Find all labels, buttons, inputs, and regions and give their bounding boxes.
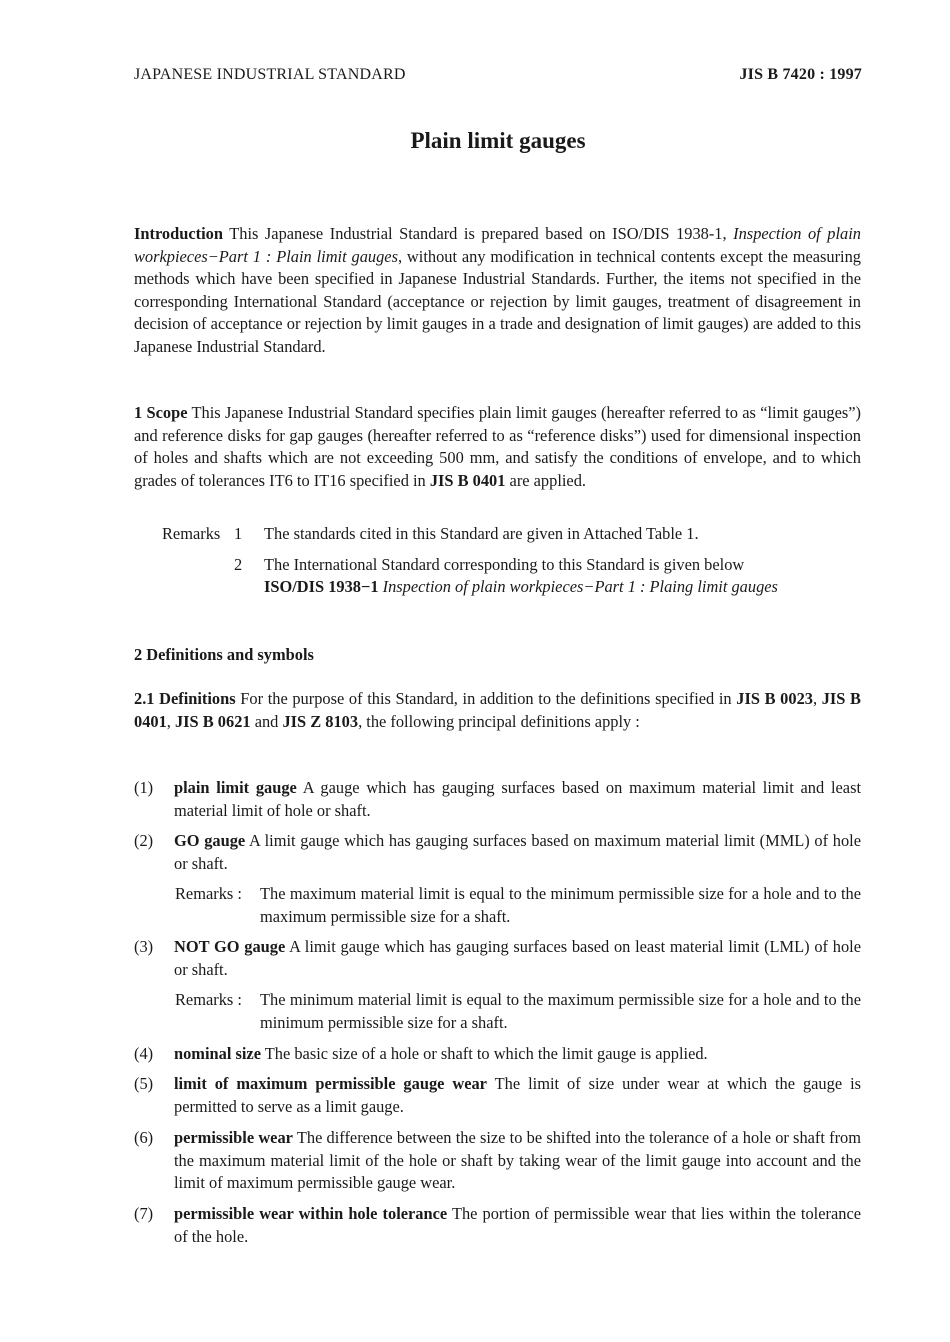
definition-item-1	[134, 777, 861, 822]
definition-text: A limit gauge which has gauging surfaces based on least material limit (LML) of hole or shaft.	[174, 937, 861, 979]
introduction-text-1: This Japanese Industrial Standard is prepared based on ISO/DIS 1938-1,	[222, 224, 734, 243]
scope-paragraph	[134, 402, 861, 492]
definition-item-6	[134, 1127, 861, 1195]
definition-text-block	[174, 1203, 861, 1248]
remark-2-text: The International Standard corresponding to this Standard is given below	[264, 554, 745, 574]
definition-text-block	[174, 936, 861, 981]
definition-item-7	[134, 1203, 861, 1248]
definition-term: permissible wear	[174, 1128, 293, 1147]
remark-2-iso-title: Inspection of plain workpieces−Part 1 : Plaing limit gauges	[378, 577, 778, 597]
jis-b-0401-ref: JIS B 0401	[134, 689, 861, 731]
definition-number: (5)	[134, 1074, 154, 1093]
definition-term: GO gauge	[174, 831, 246, 850]
definition-text-block	[174, 777, 861, 822]
definition-item-4	[134, 1043, 861, 1066]
definition-text-block	[174, 1043, 861, 1066]
page-title: Plain limit gauges	[410, 128, 586, 153]
definition-number: (7)	[134, 1204, 154, 1223]
definition-term: nominal size	[174, 1044, 261, 1063]
definition-number: (3)	[134, 937, 154, 956]
introduction-reference: Inspection of plain workpieces−Part 1 : Plain limit gauges	[134, 224, 861, 266]
definition-item-3	[134, 936, 861, 981]
scope-text-2: are applied.	[505, 470, 586, 490]
definition-item-2	[134, 830, 861, 875]
remark-label: Remarks :	[175, 990, 242, 1009]
section-2-1-paragraph	[134, 688, 861, 733]
definition-text: The limit of size under wear at which the gauge is permitted to serve as a limit gauge.	[174, 1074, 861, 1116]
definition-text: The portion of permissible wear that lies within the tolerance of the hole.	[174, 1204, 861, 1246]
header-standard-number: JIS B 7420 : 1997	[739, 66, 862, 83]
definition-text-block	[174, 1127, 861, 1195]
definition-term: permissible wear within hole tolerance	[174, 1204, 448, 1223]
section-2-heading	[134, 644, 861, 667]
definition-text-block	[174, 830, 861, 875]
scope-label: 1 Scope	[134, 403, 188, 422]
remark-1-text: The standards cited in this Standard are given in Attached Table 1.	[264, 524, 699, 543]
scope-jis-reference: JIS B 0401	[429, 470, 506, 490]
definition-term: limit of maximum permissible gauge wear	[174, 1074, 487, 1093]
definition-text-block	[174, 1073, 861, 1118]
remark-1	[162, 523, 861, 546]
definition-text: A gauge which has gauging surfaces based on maximum material limit and least material limit of hole or shaft.	[174, 778, 862, 820]
definition-text: A limit gauge which has gauging surfaces based on maximum material limit (MML) of hole or shaft.	[174, 831, 862, 873]
jis-b-0023-ref: JIS B 0023	[736, 689, 813, 708]
remark-2-number: 2	[234, 554, 243, 574]
jis-z-8103-ref: JIS Z 8103	[282, 711, 359, 731]
definition-number: (6)	[134, 1128, 154, 1147]
remark-2-iso-reference: ISO/DIS 1938−1	[264, 577, 379, 597]
jis-b-0621-ref: JIS B 0621	[174, 711, 251, 731]
introduction-label: Introduction	[134, 224, 223, 243]
definition-text: The basic size of a hole or shaft to which the limit gauge is applied.	[260, 1044, 708, 1063]
definition-number: (2)	[134, 831, 154, 850]
remark-2	[162, 554, 861, 599]
remark-label: Remarks :	[175, 884, 242, 903]
header-standard-name: JAPANESE INDUSTRIAL STANDARD	[134, 66, 406, 83]
section-2-1-label: 2.1 Definitions	[134, 689, 236, 708]
introduction-text-2: , without any modification in technical contents except the measuring methods which have been specified in Japanese Industrial Standards. Further, the items not specified in the corresponding International Standard (acceptance or rejection by limit gauges, treatment of disagreement in decision of acceptance or rejection by limit gauges in a trade and designation of limit gauges) are added to this Japanese Industrial Standard.	[134, 246, 861, 356]
separator: ,	[166, 711, 175, 731]
remark-text: The minimum material limit is equal to the maximum permissible size for a hole and to the minimum permissible size for a shaft.	[260, 990, 861, 1032]
definition-term: plain limit gauge	[174, 778, 297, 797]
remark-1-number: 1	[234, 524, 243, 543]
definition-number: (4)	[134, 1044, 154, 1063]
section-2-title: 2 Definitions and symbols	[134, 645, 314, 664]
scope-remarks	[162, 523, 861, 599]
definition-text: The difference between the size to be shifted into the tolerance of a hole or shaft from the maximum material limit of the hole or shaft by taking wear of the limit gauge into account and the limit of maximum permissible gauge wear.	[174, 1128, 862, 1193]
definition-term: NOT GO gauge	[174, 937, 286, 956]
definition-item-5	[134, 1073, 861, 1118]
section-2-1-text-1: For the purpose of this Standard, in addition to the definitions specified in	[235, 689, 737, 708]
separator: ,	[812, 689, 822, 708]
scope-text-1: This Japanese Industrial Standard specifies plain limit gauges (hereafter referred to as “limit gauges”) and reference disks for gap gauges (hereafter referred to as “reference disks”) used for dimensional inspection of holes and shafts which are not exceeding 500 mm, and satisfy the conditions of envelope, and to which grades of tolerances IT6 to IT16 specified in	[134, 403, 861, 490]
separator: and	[250, 711, 283, 731]
page-header	[134, 66, 862, 88]
section-2-1-text-2: , the following principal definitions apply :	[358, 711, 640, 731]
remarks-label: Remarks	[162, 524, 221, 543]
definition-2-remark	[175, 883, 861, 928]
introduction-paragraph	[134, 223, 861, 359]
definition-3-remark	[175, 989, 861, 1034]
remark-text: The maximum material limit is equal to the minimum permissible size for a hole and to the maximum permissible size for a shaft.	[260, 884, 861, 926]
definition-number: (1)	[134, 778, 154, 797]
